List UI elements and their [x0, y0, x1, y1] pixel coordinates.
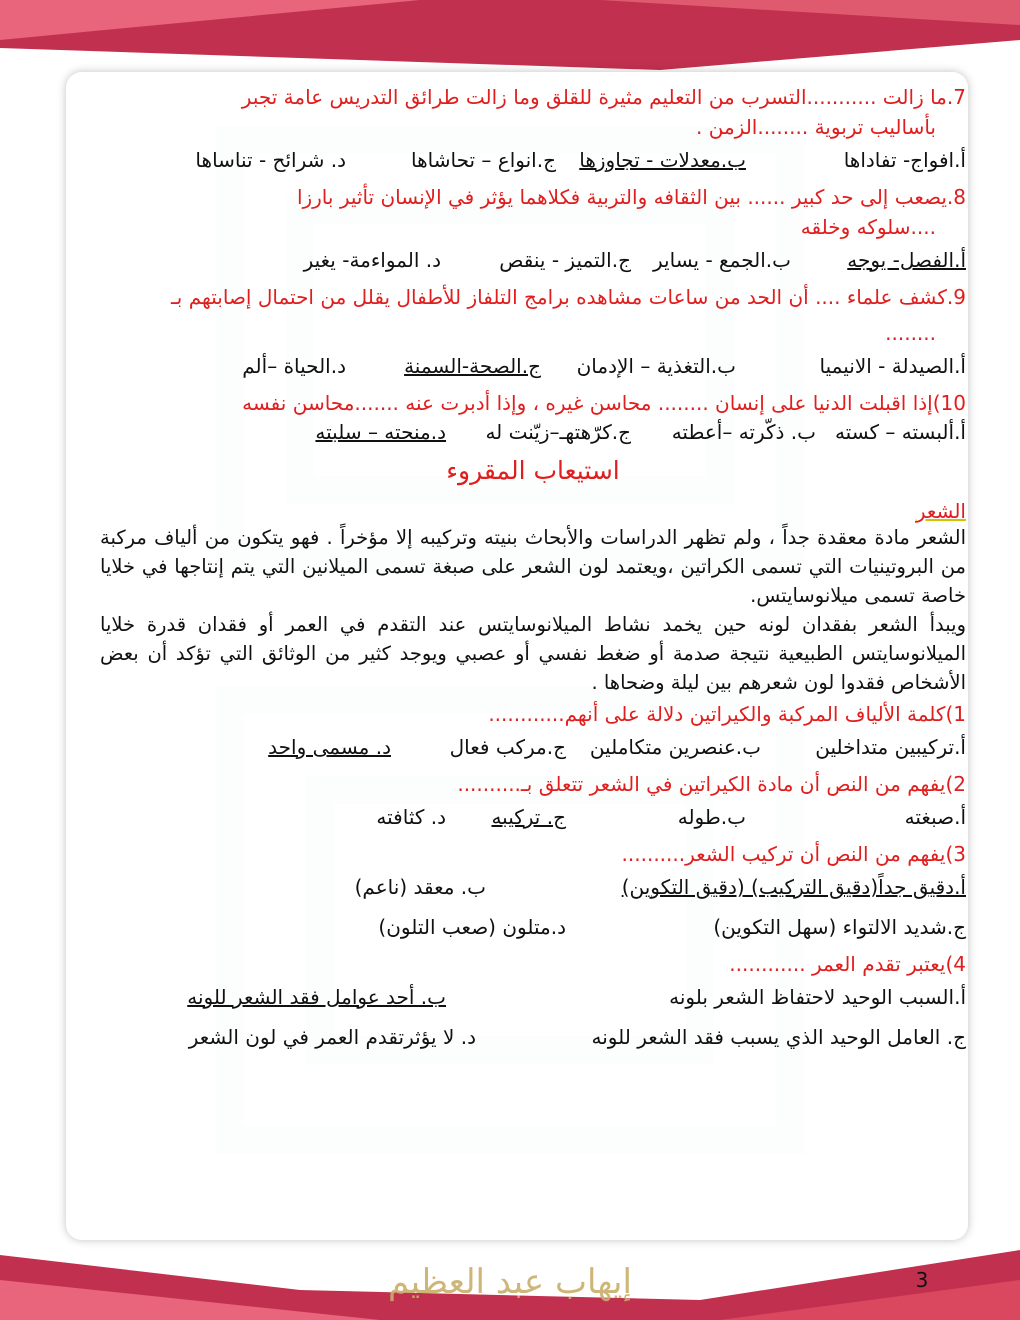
question-text-cont: ....سلوكه وخلقه: [800, 215, 936, 239]
question-stem: [100, 699, 966, 729]
option-a[interactable]: أ.ألبسته – كسته: [834, 420, 966, 444]
question-number: 3): [945, 842, 966, 866]
options-row: [100, 909, 966, 949]
options-row: [100, 142, 966, 182]
reading-passage: [100, 499, 966, 697]
option-b[interactable]: ب.التغذية – الإدمان: [576, 354, 736, 378]
option-d[interactable]: د. مسمى واحد: [268, 735, 391, 759]
option-a[interactable]: أ.افواج- تفاداها: [843, 148, 966, 172]
worksheet-content: [100, 82, 966, 1059]
option-d[interactable]: د.الحياة –ألم: [242, 354, 346, 378]
passage-paragraph-2: ويبدأ الشعر بفقدان لونه حين يخمد نشاط الميلانوسايتس عند التقدم في العمر أو فقدان قدرة خلايا الميلانوسايتس الطبيعية نتيجة صدمة أو ضغط نفسي أو عصبي ويوجد كثير من الوثائق التي تؤكد أن بعض الأشخاص فقدوا لون شعرهم بين ليلة وضحاها .: [100, 613, 966, 694]
option-d[interactable]: د.منحته – سلبته: [315, 420, 446, 444]
passage-paragraph-1: الشعر مادة معقدة جداً ، ولم تظهر الدراسات والأبحاث بنيته وتركيبه إلا مؤخراً . فهو يتكون من ألياف مركبة من البروتينيات التي تسمى الكراتين ،ويعتمد لون الشعر على صبغة تسمى الميلانين التي يتم إنتاجها في خلايا خاصة تسمى ميلانوسايتس.: [100, 526, 966, 607]
question-stem: [100, 949, 966, 979]
passage-heading: الشعر: [915, 499, 966, 523]
option-c[interactable]: ج.شديد الالتواء (سهل التكوين): [713, 915, 966, 939]
question-stem: [100, 82, 966, 112]
page-number: 3: [915, 1268, 929, 1292]
question-text: يفهم من النص أن تركيب الشعر..........: [621, 842, 946, 866]
option-b[interactable]: ب. معقد (ناعم): [354, 875, 486, 899]
options-row: [100, 869, 966, 909]
question-text-cont: بأساليب تربوية ........الزمن .: [696, 115, 936, 139]
question-number: 4): [945, 952, 966, 976]
option-c[interactable]: ج.انواع – تحاشاها: [411, 148, 556, 172]
option-a[interactable]: أ.الفصل- يوجه: [847, 248, 966, 272]
question-number: 10): [932, 391, 966, 415]
question-text: إذا اقبلت الدنيا على إنسان ........ محاسن غيره ، وإذا أدبرت عنه .......محاسن نفسه: [242, 391, 933, 415]
option-b[interactable]: ب.طوله: [677, 805, 746, 829]
option-a[interactable]: أ.دقيق جداً(دقيق التركيب) (دقيق التكوين): [621, 875, 966, 899]
option-c[interactable]: ج. تركيبه: [491, 805, 566, 829]
option-a[interactable]: أ.تركيبين متداخلين: [815, 735, 966, 759]
option-d[interactable]: د. كثافته: [376, 805, 446, 829]
option-d[interactable]: د. لا يؤثرتقدم العمر في لون الشعر: [188, 1025, 476, 1049]
option-b[interactable]: ب. ذكّرته –أعطته: [671, 420, 816, 444]
comprehension-question-3: [100, 839, 966, 949]
question-text: ما زالت ...........التسرب من التعليم مثيرة للقلق وما زالت طرائق التدريس عامة تجبر: [241, 85, 947, 109]
question-stem: [100, 182, 966, 212]
comprehension-question-2: [100, 769, 966, 839]
question-8: [100, 182, 966, 282]
options-row: [100, 348, 966, 388]
option-c[interactable]: ج.التميز - ينقص: [499, 248, 631, 272]
question-stem: [100, 282, 966, 312]
option-b[interactable]: ب.عنصرين متكاملين: [589, 735, 761, 759]
option-c[interactable]: ج.كرّهتهـ–زيّنت له: [485, 420, 631, 444]
options-row: [100, 729, 966, 769]
question-number: 9.: [946, 285, 966, 309]
option-a[interactable]: أ.صبغته: [904, 805, 966, 829]
comprehension-question-1: [100, 699, 966, 769]
options-row: [100, 799, 966, 839]
option-a[interactable]: أ.السبب الوحيد لاحتفاظ الشعر بلونه: [669, 985, 966, 1009]
options-row: [100, 242, 966, 282]
question-text: يعتبر تقدم العمر ............: [729, 952, 946, 976]
comprehension-question-4: [100, 949, 966, 1059]
option-b[interactable]: ب.الجمع - يساير: [653, 248, 791, 272]
option-c[interactable]: ج.مركب فعال: [449, 735, 566, 759]
question-7: [100, 82, 966, 182]
option-b[interactable]: ب.معدلات - تجاوزها: [579, 148, 746, 172]
question-10: [100, 388, 966, 452]
question-text: يفهم من النص أن مادة الكيراتين في الشعر تتعلق بـ..........: [457, 772, 946, 796]
option-d[interactable]: د. المواءمة- يغير: [303, 248, 441, 272]
question-stem: [100, 839, 966, 869]
author-logo: إيهاب عبد العظيم: [388, 1262, 632, 1302]
section-title: استيعاب المقروء: [446, 456, 620, 485]
options-row: [100, 979, 966, 1019]
question-stem: [100, 388, 966, 418]
option-d[interactable]: د. شرائح - تناساها: [195, 148, 346, 172]
option-d[interactable]: د.متلون (صعب التلون): [378, 915, 566, 939]
question-number: 7.: [946, 85, 966, 109]
question-text: كشف علماء .... أن الحد من ساعات مشاهده برامج التلفاز للأطفال يقلل من احتمال إصابتهم بـ: [170, 285, 947, 309]
question-text-cont: ........: [885, 321, 936, 345]
options-row: [100, 418, 966, 452]
option-c[interactable]: ج. العامل الوحيد الذي يسبب فقد الشعر للونه: [591, 1025, 966, 1049]
option-b[interactable]: ب. أحد عوامل فقد الشعر للونه: [187, 985, 446, 1009]
options-row: [100, 1019, 966, 1059]
question-text: كلمة الألياف المركبة والكيراتين دلالة على أنهم............: [488, 702, 946, 726]
question-number: 1): [945, 702, 966, 726]
question-text: يصعب إلى حد كبير ...... بين الثقافه والتربية فكلاهما يؤثر في الإنسان تأثير بارزا: [296, 185, 947, 209]
question-stem: [100, 769, 966, 799]
question-number: 2): [945, 772, 966, 796]
option-a[interactable]: أ.الصيدلة - الانيميا: [819, 354, 966, 378]
question-number: 8.: [946, 185, 966, 209]
question-9: [100, 282, 966, 388]
option-c[interactable]: ج.الصحة-السمنة: [404, 354, 541, 378]
